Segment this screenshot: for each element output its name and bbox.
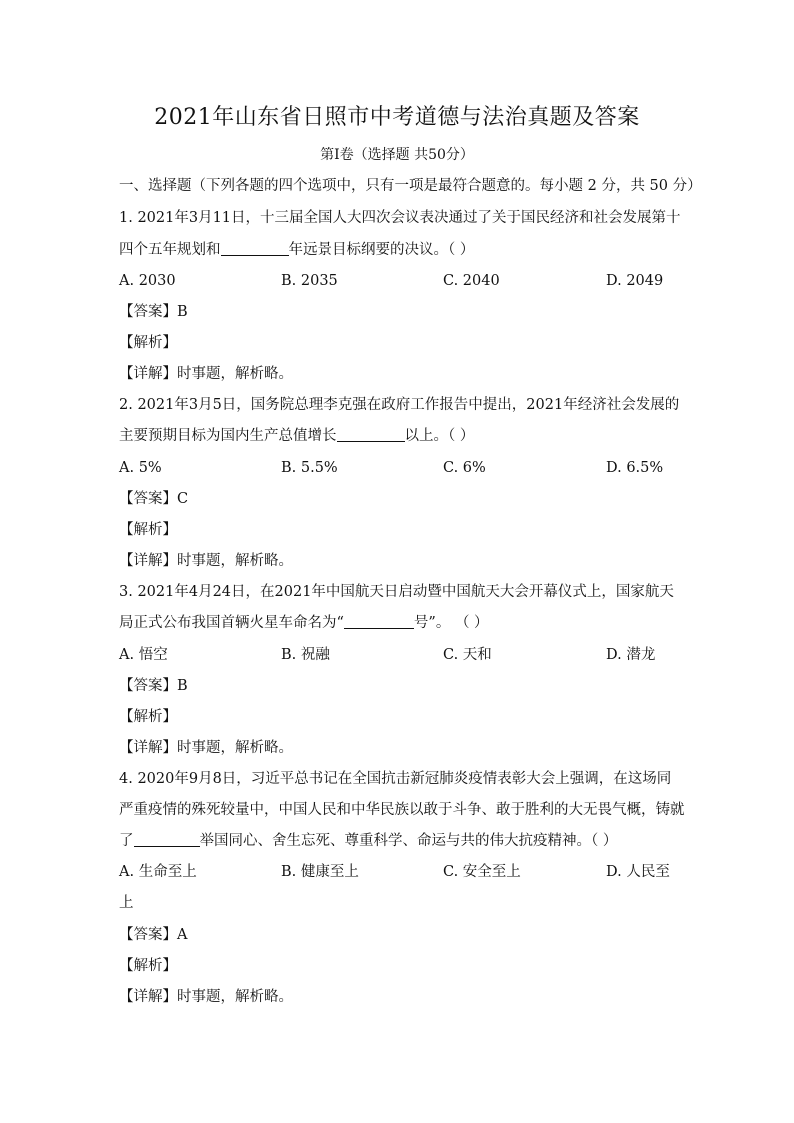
question-2-option-c: C. 6% xyxy=(443,460,486,476)
question-4-option-b: B. 健康至上 xyxy=(281,864,359,880)
question-3-stem-after-blank: 号”。 （ ） xyxy=(413,615,489,631)
question-1-stem-before-blank: 四个五年规划和 xyxy=(119,242,221,258)
question-2-line-1: 2. 2021年3月5日，国务院总理李克强在政府工作报告中提出，2021年经济社会发展的 xyxy=(119,397,680,413)
question-1-option-b: B. 2035 xyxy=(281,273,338,289)
question-3-line-1: 3. 2021年4月24日，在2021年中国航天日启动暨中国航天大会开幕仪式上，国家航天 xyxy=(119,584,674,600)
question-3-option-a: A. 悟空 xyxy=(119,647,168,663)
section-subtitle: 第Ⅰ卷（选择题 共50分） xyxy=(320,147,474,163)
question-1-option-d: D. 2049 xyxy=(606,273,664,289)
question-1-line-2 xyxy=(119,240,679,260)
question-2-blank xyxy=(337,427,405,442)
question-4-answer: 【答案】A xyxy=(119,927,188,943)
question-1-detail: 【详解】时事题，解析略。 xyxy=(119,366,293,382)
question-3-option-c: C. 天和 xyxy=(443,647,492,663)
question-1-option-c: C. 2040 xyxy=(443,273,500,289)
question-3-answer: 【答案】B xyxy=(119,678,188,694)
question-1-analysis: 【解析】 xyxy=(119,335,177,351)
question-2-analysis: 【解析】 xyxy=(119,522,177,538)
question-2-option-a: A. 5% xyxy=(119,460,162,476)
question-4-option-d: D. 人民至 xyxy=(606,864,670,880)
question-1-answer: 【答案】B xyxy=(119,304,188,320)
question-2-line-2 xyxy=(119,426,679,446)
question-1-line-1: 1. 2021年3月11日，十三届全国人大四次会议表决通过了关于国民经济和社会发展第十 xyxy=(119,210,681,226)
question-2-stem-before-blank: 主要预期目标为国内生产总值增长 xyxy=(119,428,337,444)
question-2-stem-after-blank: 以上。（ ） xyxy=(404,428,475,444)
page-title: 2021年山东省日照市中考道德与法治真题及答案 xyxy=(154,105,640,130)
question-4-option-d-wrap: 上 xyxy=(119,895,134,911)
question-3-blank xyxy=(344,614,414,629)
question-3-line-2 xyxy=(119,613,679,633)
question-4-line-3 xyxy=(119,831,679,851)
question-3-detail: 【详解】时事题，解析略。 xyxy=(119,740,293,756)
question-3-analysis: 【解析】 xyxy=(119,709,177,725)
question-4-detail: 【详解】时事题，解析略。 xyxy=(119,989,293,1005)
question-2-detail: 【详解】时事题，解析略。 xyxy=(119,553,293,569)
question-4-blank xyxy=(134,832,200,847)
question-4-analysis: 【解析】 xyxy=(119,958,177,974)
question-4-line-2: 严重疫情的殊死较量中，中国人民和中华民族以敢于斗争、敢于胜利的大无畏气概，铸就 xyxy=(119,802,685,818)
question-2-option-b: B. 5.5% xyxy=(281,460,338,476)
question-3-stem-before-blank: 局正式公布我国首辆火星车命名为“ xyxy=(119,615,344,631)
question-1-stem-after-blank: 年远景目标纲要的决议。（ ） xyxy=(288,242,475,258)
question-3-option-b: B. 祝融 xyxy=(281,647,330,663)
question-4-option-a: A. 生命至上 xyxy=(119,864,197,880)
question-3-option-d: D. 潜龙 xyxy=(606,647,656,663)
question-4-stem-after-blank: 举国同心、舍生忘死、尊重科学、命运与共的伟大抗疫精神。（ ） xyxy=(199,833,618,849)
question-2-answer: 【答案】C xyxy=(119,491,189,507)
question-1-blank xyxy=(221,241,289,256)
question-1-option-a: A. 2030 xyxy=(119,273,176,289)
question-4-line-1: 4. 2020年9月8日，习近平总书记在全国抗击新冠肺炎疫情表彰大会上强调，在这场同 xyxy=(119,771,672,787)
section-heading: 一、选择题（下列各题的四个选项中，只有一项是最符合题意的。每小题 2 分，共 50 分） xyxy=(119,178,702,194)
question-4-stem-before-blank: 了 xyxy=(119,833,134,849)
question-2-option-d: D. 6.5% xyxy=(606,460,664,476)
question-4-option-c: C. 安全至上 xyxy=(443,864,521,880)
